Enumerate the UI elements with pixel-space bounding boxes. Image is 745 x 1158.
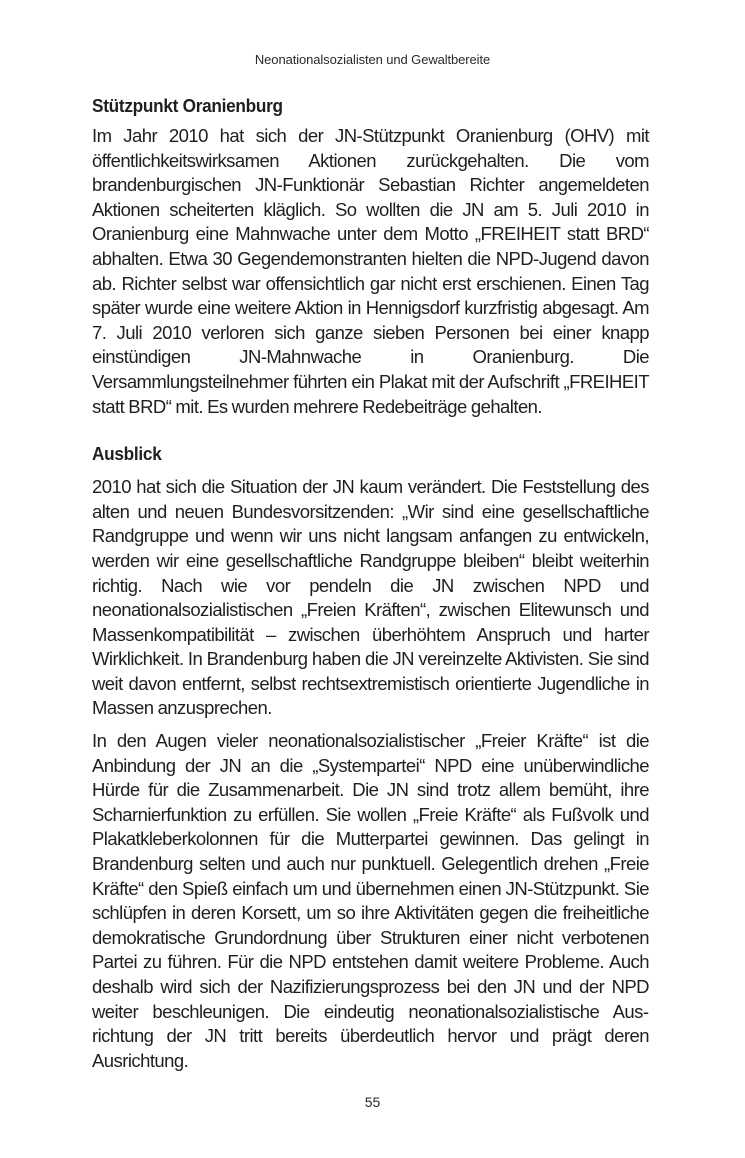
running-header: Neonationalsozialisten und Gewaltbereite <box>254 52 491 67</box>
paragraph-stuetzpunkt-oranienburg: Im Jahr 2010 hat sich der JN-Stützpunkt Oranienburg (OHV) mit öffentlichkeitswirksamen Aktionen zurückgehalten. Die vom brandenburgischen JN-Funktionär Sebastian Richter angemeldeten Aktionen scheiterten kläglich. So wollten die JN am 5. Juli 2010 in Oranienburg eine Mahnwache unter dem Motto „FREIHEIT statt BRD“ abhalten. Etwa 30 Gegendemonstranten hielten die NPD-Jugend davon ab. Richter selbst war offensichtlich gar nicht erst erschienen. Einen Tag später wurde eine weitere Aktion in Hennigsdorf kurzfristig abgesagt. Am 7. Juli 2010 verloren sich ganze sieben Personen bei einer knapp einstündigen JN-Mahnwache in Oranienburg. Die Versammlungsteilnehmer führten ein Plakat mit der Aufschrift „FREIHEIT statt BRD“ mit. Es wurden mehrere Redebeiträge gehalten. <box>92 125 649 417</box>
section-heading-ausblick: Ausblick <box>92 443 162 465</box>
page-number: 55 <box>364 1094 381 1110</box>
page-body <box>92 93 649 1073</box>
paragraph-ausblick-2: In den Augen vieler neonationalsozialistischer „Freier Kräfte“ ist die Anbindung der JN an die „Systempartei“ NPD eine unüberwindliche Hürde für die Zusammenarbeit. Die JN sind trotz allem bemüht, ihre Scharnierfunktion zu erfüllen. Sie wollen „Freie Kräfte“ als Fußvolk und Plakatkleberkolonnen für die Mutterpartei gewinnen. Das gelingt in Brandenburg selten und auch nur punktuell. Gelegentlich drehen „Freie Kräfte“ den Spieß einfach um und übernehmen einen JN-Stützpunkt. Sie schlüpfen in deren Korsett, um so ihre Aktivitäten gegen die freiheitliche demokratische Grundordnung über Strukturen einer nicht verbotenen Partei zu führen. Für die NPD entstehen damit weitere Probleme. Auch deshalb wird sich der Nazifizierungsprozess bei den JN und der NPD weiter beschleunigen. Die eindeutig neonationalsozialistische Ausrichtung der JN tritt bereits überdeutlich hervor und prägt deren Ausrichtung. <box>92 730 649 1071</box>
section-heading-stuetzpunkt-oranienburg: Stützpunkt Oranienburg <box>92 95 283 116</box>
paragraph-ausblick-1: 2010 hat sich die Situation der JN kaum verändert. Die Feststellung des alten und neuen Bundesvorsitzenden: „Wir sind eine gesellschaftliche Randgruppe und wenn wir uns nicht langsam anfangen zu entwickeln, werden wir eine gesellschaftliche Randgruppe bleiben“ bleibt weiterhin richtig. Nach wie vor pendeln die JN zwischen NPD und neonationalsozialistischen „Freien Kräften“, zwischen Elitewunsch und Massenkompatibilität – zwischen überhöhtem Anspruch und harter Wirklichkeit. In Brandenburg haben die JN vereinzelte Aktivisten. Sie sind weit davon entfernt, selbst rechtsextremistisch orientierte Jugendliche in Massen anzusprechen. <box>92 476 649 719</box>
